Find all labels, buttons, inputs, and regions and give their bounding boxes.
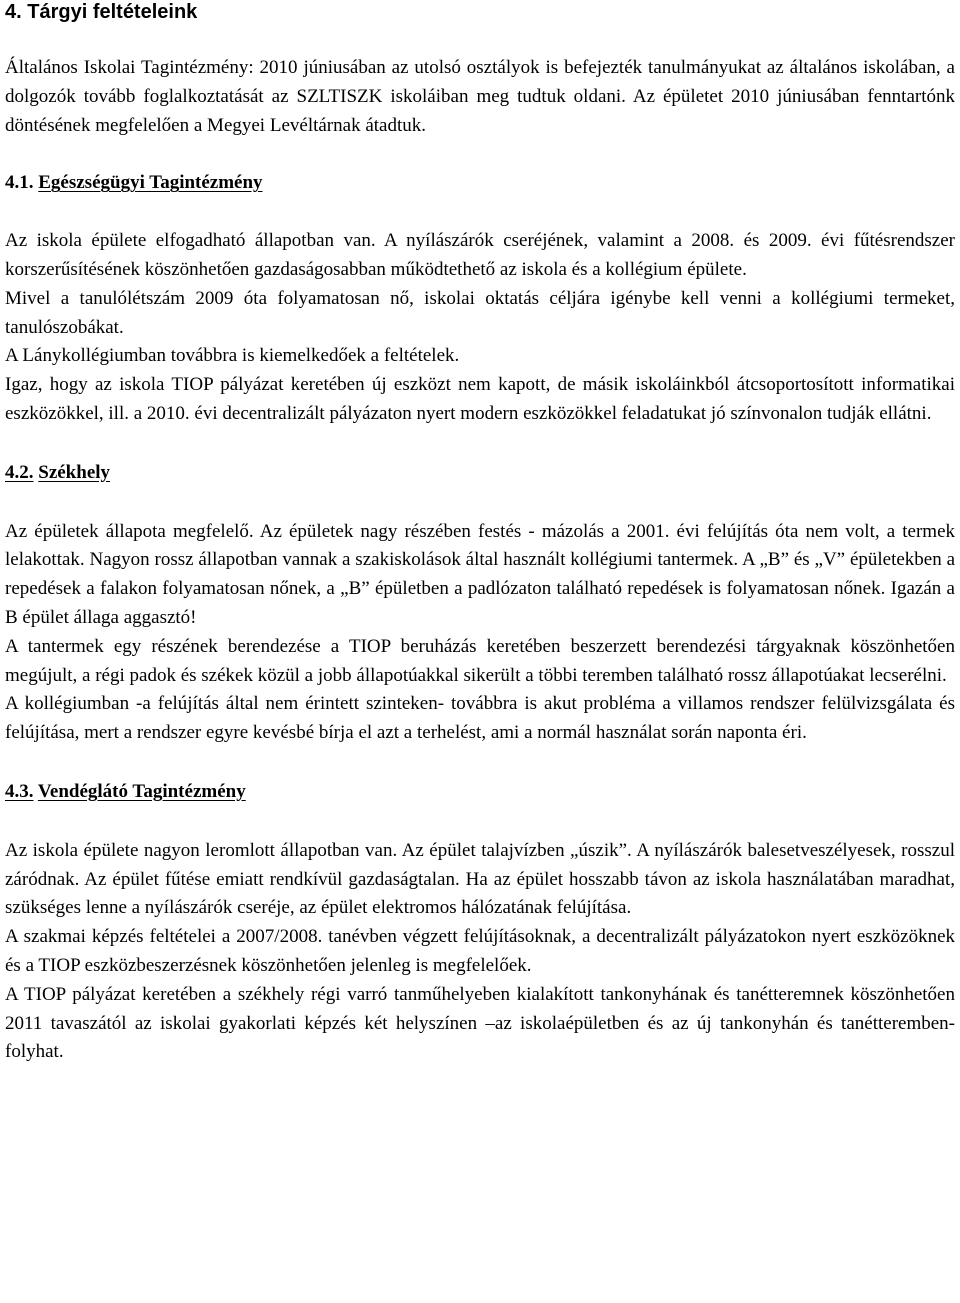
subsection-title: Vendéglátó Tagintézmény	[37, 780, 246, 802]
document-page	[5, 0, 955, 1067]
subsection-heading-vendeglato	[5, 778, 955, 807]
section-heading: 4. Tárgyi feltételeink	[5, 1, 198, 23]
paragraph: A szakmai képzés feltételei a 2007/2008. tanévben végzett felújításoknak, a decentralizált pályázatokon nyert eszközöknek és a TIOP eszközbeszerzésnek köszönhetően jelenleg is megfelelőek.	[5, 926, 955, 976]
subsection-title: Egészségügyi Tagintézmény	[38, 172, 263, 194]
paragraph: Mivel a tanulólétszám 2009 óta folyamatosan nő, iskolai oktatás céljára igénybe kell venni a kollégiumi termeket, tanulószobákat.	[5, 287, 955, 338]
paragraph: Az épületek állapota megfelelő. Az épületek nagy részében festés - mázolás a 2001. évi felújítás óta nem volt, a termek lelakottak. Nagyon rossz állapotban vannak a szakiskolások által használt kollégiumi tantermek. A „B” és „V” épületekben a repedések a falakon folyamatosan nőnek, a „B” épületben a padlózaton található repedések is folyamatosan nőnek. Igazán a B épület állaga aggasztó!	[5, 520, 955, 628]
paragraph: Az iskola épülete nagyon leromlott állapotban van. Az épület talajvízben „úszik”. A nyílászárók balesetveszélyesek, rosszul záródnak. Az épület fűtése emiatt rendkívül gazdaságtalan. Ha az épület hosszabb távon az iskola használatában maradhat, szükséges lenne a nyílászárók cseréje, az épület elektromos hálózatának felújítása.	[5, 839, 955, 919]
intro-paragraph: Általános Iskolai Tagintézmény: 2010 júniusában az utolsó osztályok is befejezték tanulmányukat az általános iskolában, a dolgozók tovább foglalkoztatását az SZLTISZK iskoláiban meg tudtuk oldani. Az épületet 2010 júniusában fenntartónk döntésének megfelelően a Megyei Levéltárnak átadtuk.	[5, 57, 955, 136]
paragraph: A tantermek egy részének berendezése a TIOP beruházás keretében beszerzett berendezési tárgyaknak köszönhetően megújult, a régi padok és székek közül a jobb állapotúakkal sikerült a többi teremben található rossz állapotúakat lecserélni.	[5, 635, 955, 686]
paragraph: A TIOP pályázat keretében a székhely régi varró tanműhelyeben kialakított tankonyhának és tanétteremnek köszönhetően 2011 tavaszától az iskolai gyakorlati képzés két helyszínen –az iskolaépületben és az új tankonyhán és tanétteremben- folyhat.	[5, 983, 955, 1063]
paragraph: Az iskola épülete elfogadható állapotban van. A nyílászárók cseréjének, valamint a 2008. és 2009. évi fűtésrendszer korszerűsítésének köszönhetően gazdaságosabban működtethető az iskola és a kollégium épülete.	[5, 230, 955, 280]
subsection-title: Székhely	[38, 461, 111, 483]
paragraph: A Lánykollégiumban továbbra is kiemelkedőek a feltételek.	[5, 345, 460, 367]
subsection-heading-egeszsegugyi	[5, 169, 955, 198]
subsection-number: 4.1.	[5, 172, 34, 194]
paragraph: A kollégiumban -a felújítás által nem érintett szinteken- továbbra is akut probléma a villamos rendszer felülvizsgálata és felújítása, mert a rendszer egyre kevésbé bírja el azt a terhelést, ami a normál használat során naponta éri.	[5, 693, 955, 744]
subsection-heading-szekhely	[5, 459, 955, 488]
paragraph: Igaz, hogy az iskola TIOP pályázat keretében új eszközt nem kapott, de másik iskoláinkból átcsoportosított informatikai eszközökkel, ill. a 2010. évi decentralizált pályázaton nyert modern eszközökkel feladatukat jó színvonalon tudják ellátni.	[5, 374, 955, 424]
subsection-number: 4.3.	[5, 780, 34, 802]
subsection-number: 4.2.	[5, 461, 34, 483]
